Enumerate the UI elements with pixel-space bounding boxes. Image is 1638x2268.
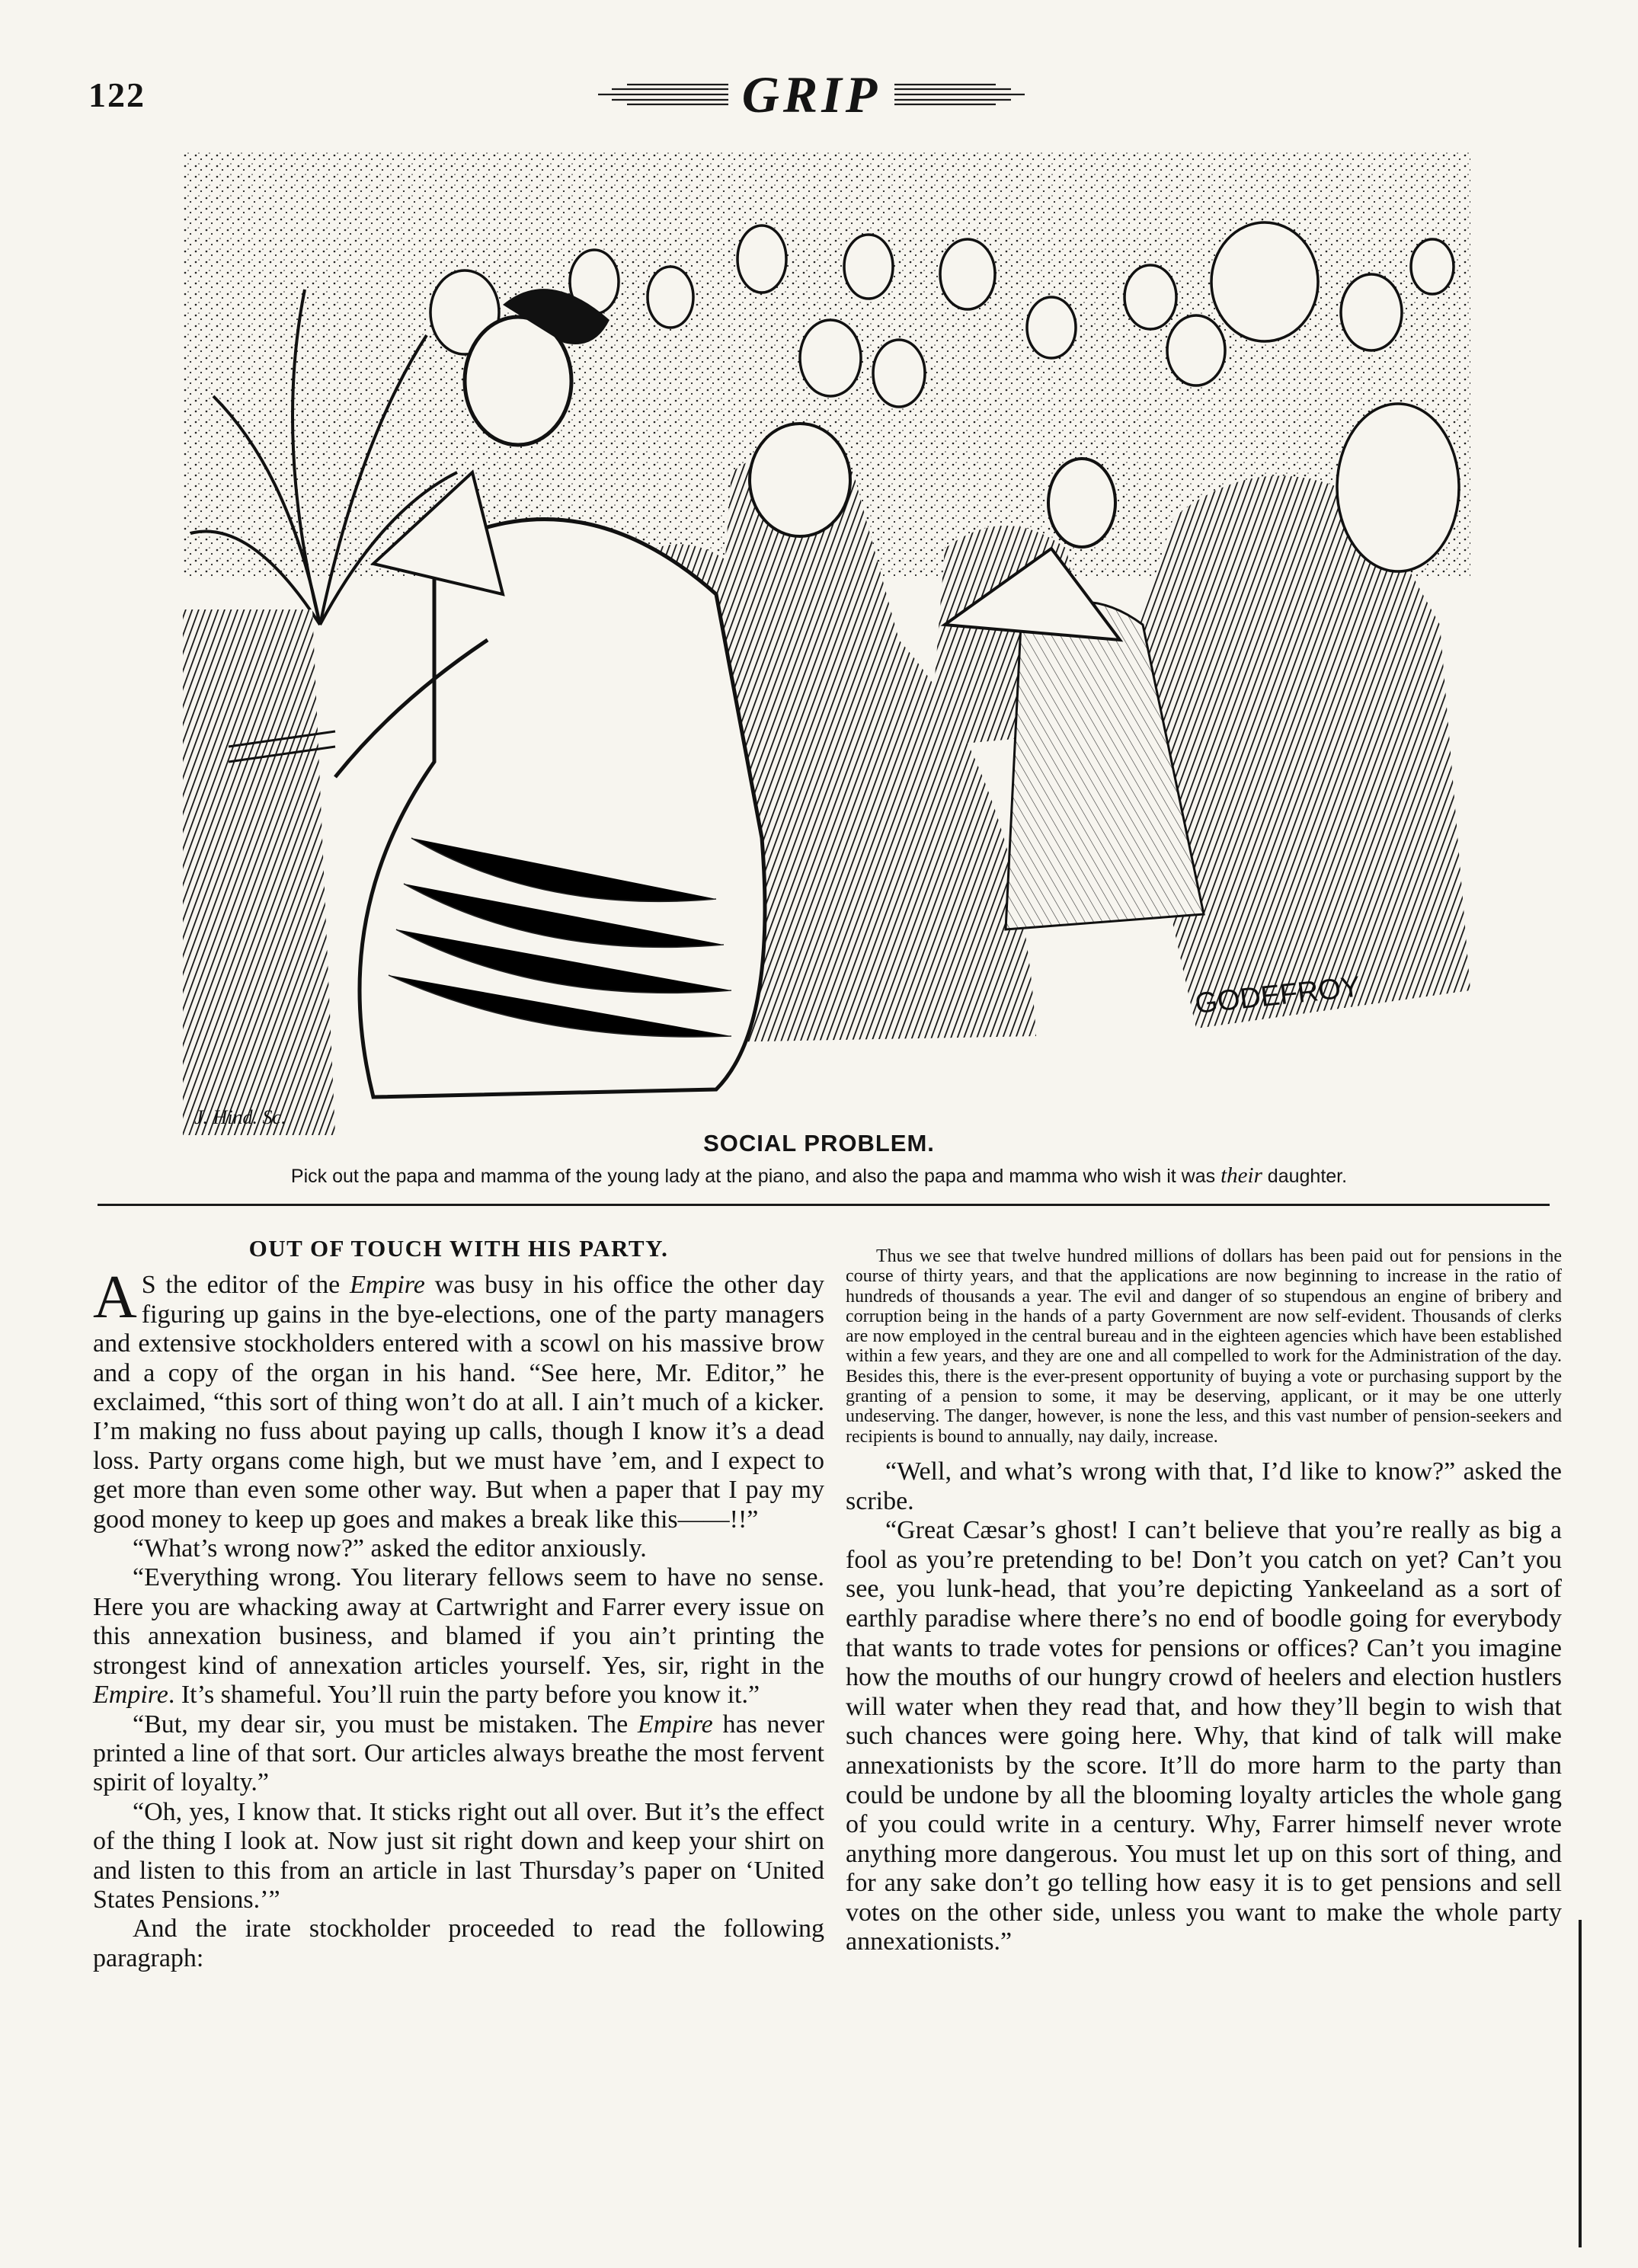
text-run: S the editor of the: [141, 1271, 350, 1300]
caption-text-start: Pick out the papa and mamma of the young lady at the piano, and also the papa and mamma who wish it was: [290, 1166, 1221, 1187]
drop-cap: A: [93, 1264, 137, 1332]
newspaper-name: Empire: [93, 1681, 168, 1710]
masthead-left-rules: [597, 82, 730, 107]
masthead-title: GRIP: [741, 65, 881, 123]
article-paragraph: [93, 1915, 824, 1973]
article-paragraph: [93, 1710, 824, 1798]
article-paragraph: [93, 1563, 824, 1710]
caption-text: [0, 1163, 1638, 1188]
article-heading: OUT OF TOUCH WITH HIS PARTY.: [248, 1235, 669, 1262]
text-run: And the irate stockholder proceeded to read the following paragraph:: [93, 1915, 824, 1972]
article-paragraph: [93, 1534, 824, 1563]
caption-title: SOCIAL PROBLEM.: [703, 1130, 935, 1156]
caption-emphasis: their: [1221, 1163, 1262, 1188]
newspaper-name: Empire: [637, 1710, 713, 1739]
cartoon-drawing: [183, 152, 1470, 1135]
text-run: . It’s shameful. You’ll ruin the party before you know it.”: [168, 1681, 760, 1710]
article-paragraph: “Well, and what’s wrong with that, I’d like to know?” asked the scribe.: [846, 1457, 1562, 1515]
text-run: “But, my dear sir, you must be mistaken. The: [133, 1710, 638, 1739]
text-run: “Everything wrong. You literary fellows seem to have no sense. Here you are whacking away at Cartwright and Farrer every issue on this annexation business, and blamed if you ain’t printing the strongest kind of annexation articles yourself. Yes, sir, right in the: [93, 1563, 824, 1680]
masthead: [560, 67, 1063, 122]
quoted-paragraph: Thus we see that twelve hundred millions of dollars has been paid out for pensions in the course of thirty years, and that the applications are now beginning to increase in the ratio of hundreds of thousands a year. The evil and danger of so stupendous an engine of bribery and corruption being in the hands of a party Government are now self-evident. Thousands of clerks are now employed in the central bureau and in the eighteen agencies which have been established within a few years, and they are one and all compelled to work for the Administration of the day. Besides this, there is the ever-present opportunity of buying a vote or purchasing support by the granting of a pension to some, it may be deserving, applicant, or it may be one utterly undeserving. The danger, however, is none the less, and this vast number of pension-seekers and recipients is bound to annually, nay daily, increase.: [846, 1246, 1562, 1447]
column-margin-rule: [1579, 1920, 1582, 2247]
article-right-column: [846, 1246, 1562, 1957]
cartoon-illustration: [183, 152, 1470, 1135]
article-paragraph: [93, 1264, 824, 1534]
engraver-signature: J. Hind. Sc.: [194, 1106, 286, 1128]
article-paragraph: [93, 1798, 824, 1915]
article-left-column: [93, 1234, 824, 1973]
section-divider: [98, 1204, 1550, 1206]
text-run: “What’s wrong now?” asked the editor anxiously.: [133, 1534, 647, 1563]
page-number: 122: [88, 75, 146, 114]
masthead-right-rules: [893, 82, 1026, 107]
text-run: has never printed a line of that sort. Our articles always breathe the most fervent spirit of loyalty.”: [93, 1710, 825, 1797]
newspaper-name: Empire: [350, 1271, 425, 1300]
article-paragraph: “Great Cæsar’s ghost! I can’t believe that you’re really as big a fool as you’re pretending to be! Don’t you catch on yet? Can’t you see, you lunk-head, that you’re depicting Yankeeland as a sort of earthly paradise where there’s no end of boodle going for everybody that wants to trade votes for pensions or offices? Can’t you imagine how the mouths of our hungry crowd of heelers and election hustlers will water when they read that, and how they’ll begin to wish that such chances were going here. Why, that kind of talk will make annexationists by the score. It’ll do more harm to the party than could be undone by all the blooming loyalty articles the whole gang of you could write in a century. Why, Farrer himself never wrote anything more dangerous. You must let up on this sort of thing, and for any sake don’t go telling how easy it is to get pensions and sell votes on the other side, unless you want to make the whole party annexationists.”: [846, 1516, 1562, 1956]
text-run: “Oh, yes, I know that. It sticks right out all over. But it’s the effect of the thing I look at. Now just sit right down and keep your shirt on and listen to this from an article in last Thursday’s paper on ‘United States Pensions.’”: [93, 1797, 824, 1914]
text-run: was busy in his office the other day figuring up gains in the bye-elections, one of the party managers and extensive stockholders entered with a scowl on his massive brow and a copy of the organ in his hand. “See here, Mr. Editor,” he exclaimed, “this sort of thing won’t do at all. I ain’t much of a kicker. I’m making no fuss about paying up calls, though I know it’s a dead loss. Party organs come high, but we must have ’em, and I expect to get more than even some other way. But when a paper that I pay my good money to keep up goes and makes a break like this——!!”: [93, 1271, 824, 1534]
caption-text-end: daughter.: [1262, 1166, 1348, 1187]
artist-signature: GODEFROY: [1193, 971, 1362, 1020]
